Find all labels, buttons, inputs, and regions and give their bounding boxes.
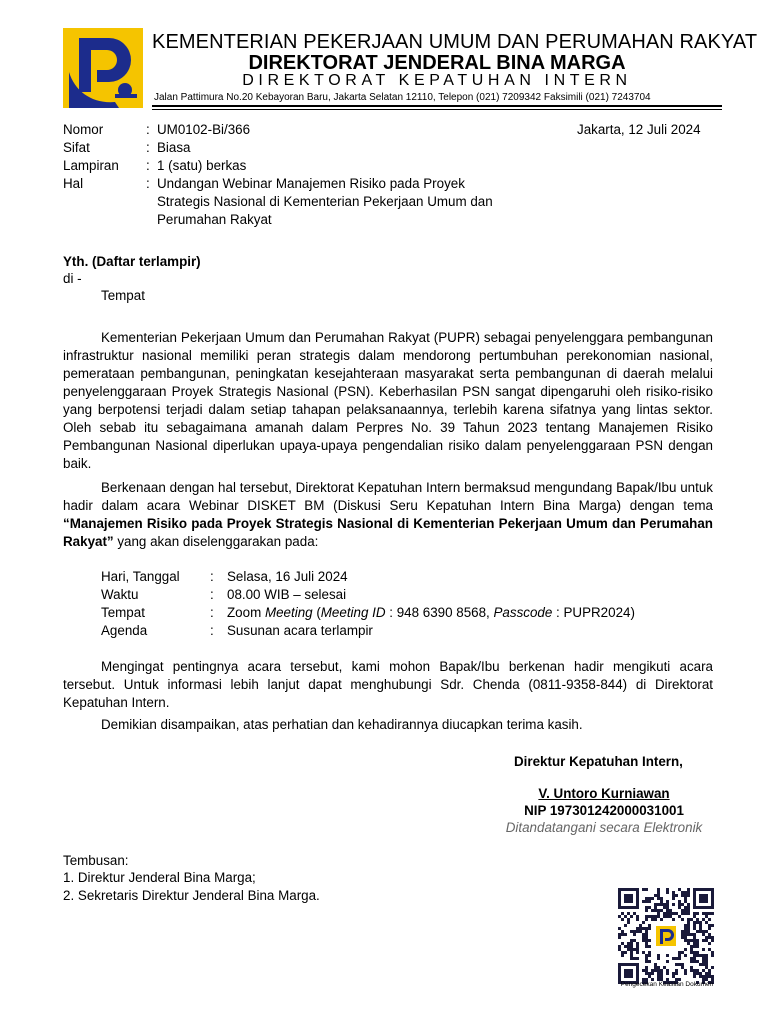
verification-qr-code[interactable] — [618, 888, 714, 984]
cc-heading: Tembusan: — [63, 853, 129, 868]
signatory-nip: NIP 197301242000031001 — [524, 803, 684, 818]
colon: : — [146, 122, 150, 137]
sifat-value: Biasa — [157, 140, 191, 155]
event-agenda-label: Agenda — [101, 623, 148, 638]
colon: : — [146, 140, 150, 155]
hal-line-3: Perumahan Rakyat — [157, 212, 272, 227]
signature-title: Direktur Kepatuhan Intern, — [514, 754, 683, 769]
webinar-theme: “Manajemen Risiko pada Proyek Strategis Nasional di Kementerian Pekerjaan Umum dan Perumahan Rakyat” — [63, 516, 713, 549]
nomor-label: Nomor — [63, 122, 104, 137]
nomor-value: UM0102-Bi/366 — [157, 122, 251, 137]
zoom-text: Zoom — [227, 605, 265, 620]
meeting-id-value: : 948 6390 8568, — [385, 605, 494, 620]
event-agenda-value: Susunan acara terlampir — [227, 623, 373, 638]
cc-item: 2. Sekretaris Direktur Jenderal Bina Marga. — [63, 888, 320, 903]
office-address: Jalan Pattimura No.20 Kebayoran Baru, Jakarta Selatan 12110, Telepon (021) 7209342 Faksimili (021) 7243704 — [154, 92, 651, 103]
letterhead-divider — [152, 105, 722, 107]
paren-open: ( — [312, 605, 321, 620]
place-date: Jakarta, 12 Juli 2024 — [577, 122, 701, 137]
sifat-label: Sifat — [63, 140, 90, 155]
directorate-name: DIREKTORAT KEPATUHAN INTERN — [242, 72, 632, 89]
paragraph-closing: Demikian disampaikan, atas perhatian dan kehadirannya diucapkan terima kasih. — [101, 717, 583, 732]
meeting-text: Meeting — [264, 605, 313, 620]
paragraph-contact: Mengingat pentingnya acara tersebut, kami mohon Bapak/Ibu berkenan hadir mengikuti acara tersebut. Untuk informasi lebih lanjut dapat menghubungi Sdr. Chenda (0811-9358-844) di Direktorat Kepatuhan Intern. — [63, 659, 713, 710]
colon: : — [210, 605, 214, 620]
event-date-label: Hari, Tanggal — [101, 569, 180, 584]
colon: : — [210, 587, 214, 602]
signatory-name: V. Untoro Kurniawan — [538, 786, 670, 801]
event-place-value — [227, 604, 635, 622]
recipient: Yth. (Daftar terlampir) — [63, 254, 201, 269]
cc-item: 1. Direktur Jenderal Bina Marga; — [63, 870, 256, 885]
event-place-label: Tempat — [101, 605, 145, 620]
lampiran-value: 1 (satu) berkas — [157, 158, 247, 173]
hal-line-1: Undangan Webinar Manajemen Risiko pada Proyek — [157, 176, 465, 191]
colon: : — [146, 176, 150, 191]
hal-line-2: Strategis Nasional di Kementerian Pekerjaan Umum dan — [157, 194, 493, 209]
directorate-general-name: DIREKTORAT JENDERAL BINA MARGA — [248, 52, 626, 74]
recipient-di: di - — [63, 271, 82, 286]
letterhead-divider-thin — [152, 109, 722, 110]
colon: : — [210, 569, 214, 584]
event-time-value: 08.00 WIB – selesai — [227, 587, 347, 602]
event-time-label: Waktu — [101, 587, 139, 602]
invitation-text-end: yang akan diselenggarakan pada: — [113, 534, 319, 549]
colon: : — [210, 623, 214, 638]
invitation-text: Berkenaan dengan hal tersebut, Direktorat Kepatuhan Intern bermaksud mengundang Bapak/Ibu untuk hadir dalam acara Webinar DISKET BM (Diskusi Seru Kepatuhan Intern Bina Marga) dengan tema — [63, 480, 713, 513]
hal-label: Hal — [63, 176, 84, 191]
lampiran-label: Lampiran — [63, 158, 119, 173]
pupr-logo — [63, 28, 143, 108]
passcode-label: Passcode — [493, 605, 553, 620]
recipient-place: Tempat — [101, 288, 145, 303]
electronic-signature-note: Ditandatangani secara Elektronik — [505, 820, 703, 835]
paragraph-invitation — [63, 479, 713, 551]
passcode-value: : PUPR2024) — [552, 605, 635, 620]
ministry-name: KEMENTERIAN PEKERJAAN UMUM DAN PERUMAHAN RAKYAT — [152, 31, 758, 53]
event-date-value: Selasa, 16 Juli 2024 — [227, 569, 348, 584]
paragraph-background: Kementerian Pekerjaan Umum dan Perumahan Rakyat (PUPR) sebagai penyelenggara pembangunan infrastruktur nasional memiliki peran strategis dalam mendorong pertumbuhan perekonomian nasional, pemerataan pembangunan, peningkatan kesejahteraan masyarakat serta pembangunan di daerah melalui penyelenggaraan Proyek Strategis Nasional (PSN). Keberhasilan PSN sangat dipengaruhi oleh risiko-risiko yang berpotensi terjadi dalam setiap tahapan pelaksanaannya, terlebih karena sifatnya yang lintas sektor. Oleh sebab itu sebagaimana amanah dalam Perpres No. 39 Tahun 2023 tentang Manajemen Risiko Pembangunan Nasional diperlukan upaya-upaya pengendalian risiko dalam penyelenggaraan PSN dengan baik. — [63, 330, 713, 471]
qr-caption: Pengecekan Keaslian Dokumen — [620, 981, 714, 988]
meeting-id-label: Meeting ID — [320, 605, 386, 620]
colon: : — [146, 158, 150, 173]
